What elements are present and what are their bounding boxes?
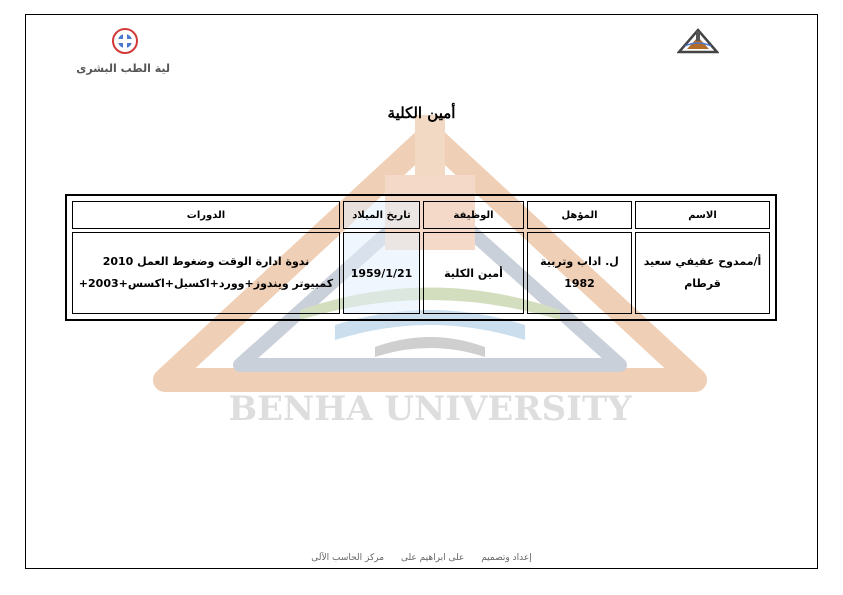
watermark-text: BENHA UNIVERSITY xyxy=(228,389,632,429)
header-name: الاسم xyxy=(635,201,770,229)
qualification-year: 1982 xyxy=(564,277,595,290)
footer-prepared-by: إعداد وتصميم xyxy=(481,553,532,563)
page-title: أمين الكلية xyxy=(387,104,456,122)
name-line-1: أ/ممدوح عفيفي سعيد xyxy=(643,255,762,268)
header-qualification: المؤهل xyxy=(527,201,632,229)
courses-line-1: ندوة ادارة الوقت وضغوط العمل 2010 xyxy=(102,255,310,268)
header-courses: الدورات xyxy=(72,201,340,229)
cell-job: أمين الكلية xyxy=(423,232,524,314)
cell-name xyxy=(635,232,770,314)
faculty-name: لية الطب البشرى xyxy=(76,62,170,75)
header-job: الوظيفة xyxy=(423,201,524,229)
footer-author: على ابراهيم على xyxy=(400,553,465,563)
footer xyxy=(0,553,843,563)
table-row xyxy=(72,232,770,314)
courses-line-2: كمبيوتر ويندوز+وورد+اكسيل+اكسس+2003+ xyxy=(78,277,334,290)
university-logo-icon xyxy=(677,28,719,54)
staff-table xyxy=(65,194,777,321)
faculty-logo-icon xyxy=(112,28,138,54)
table-header-row xyxy=(72,201,770,229)
faculty-header xyxy=(76,28,170,75)
name-line-2: قرطام xyxy=(684,277,721,290)
cell-qualification xyxy=(527,232,632,314)
cell-birth-date: 1959/1/21 xyxy=(343,232,420,314)
qualification-line-1: ل. اداب وتربية xyxy=(540,255,619,268)
header-birth-date: تاريخ الميلاد xyxy=(343,201,420,229)
cell-courses xyxy=(72,232,340,314)
footer-department: مركز الحاسب الآلى xyxy=(311,553,385,563)
